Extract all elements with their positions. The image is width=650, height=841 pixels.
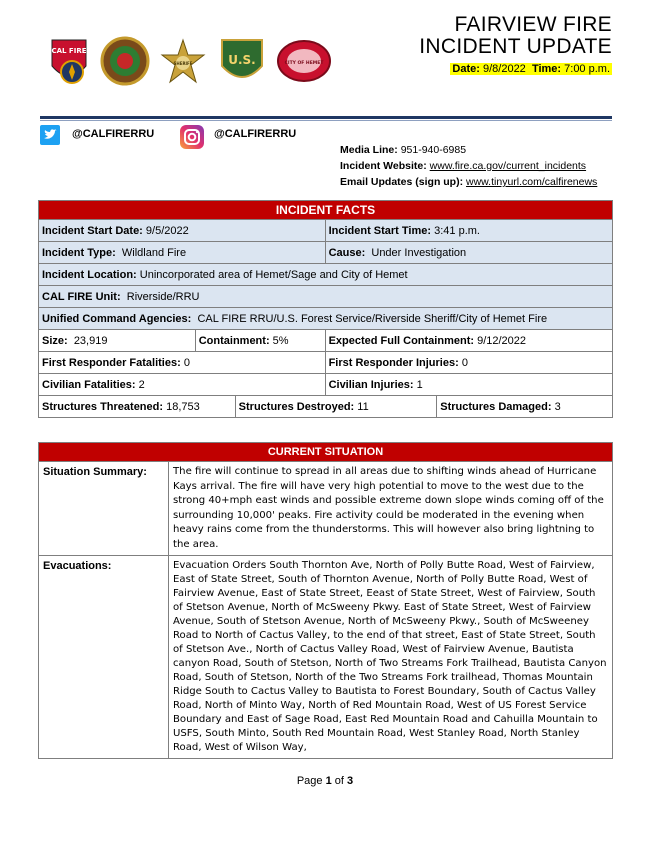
header-rule-thin [40, 120, 612, 121]
svg-text:CITY OF HEMET: CITY OF HEMET [284, 61, 324, 66]
table-row: CAL FIRE Unit: Riverside/RRU [39, 286, 613, 308]
date-value: 9/8/2022 [482, 63, 526, 75]
table-row: Size: 23,919 Containment: 5% Expected Full Containment: 9/12/2022 [39, 330, 613, 352]
table-row [39, 556, 613, 759]
media-line: 951-940-6985 [400, 144, 467, 156]
header-rule [40, 116, 612, 119]
city-of-hemet-fire-logo [276, 38, 332, 89]
instagram-icon [180, 125, 204, 152]
svg-text:SHERIFF: SHERIFF [173, 61, 193, 66]
table-row: Incident Type: Wildland Fire Cause: Under Investigation [39, 242, 613, 264]
evacuations-text: Evacuation Orders South Thornton Ave, North of Polly Butte Road, West of Fairview, East of State Street, South of Thornton Avenue, North of Polly Butte Road, West of Fairview Avenue, East of State Street, Eeast of State Street, West of Fairview, South of Stetson Avenue, North of McSweeny Pkwy. East of State Street, West of Fairview Avenue, South of Stetson Avenue, North of McSweeny Pkwy., South of McSweeney Road to North of Cactus Valley, to the end of that street, East of State Street, South of Stetson Ave., North of Cactus Valley Road, West of Fairview Avenue, Bautista canyon Road, South of Stetson, North of Two Streams Fork Trailhead, Bautista Canyon Road, South of Stetson, North of the Two Streams Fork trailhead, Thomas Mountain Ridge South to Cactus Valley to Bautista to Forest Boundary, South of Cactus Valley Road, North of Minto Way, North of Red Mountain Road, West of US Forest Service Boundary and East of Sage Road, East Red Mountain Road and Cahuilla Mountain to USFS, South Minto, South Red Mountain Road, West Stanley Road, North Stanley Road, West of Wilson Way, [169, 556, 613, 759]
svg-text:U.S.: U.S. [228, 53, 256, 67]
cal-fire-logo [48, 36, 90, 93]
svg-text:CAL FIRE: CAL FIRE [51, 47, 87, 55]
table-row [39, 462, 613, 556]
table-row: Unified Command Agencies: CAL FIRE RRU/U.S. Forest Service/Riverside Sheriff/City of Hemet Fire [39, 308, 613, 330]
email-signup-link[interactable]: www.tinyurl.com/calfirenews [466, 176, 598, 188]
twitter-icon [40, 125, 60, 148]
time-value: 7:00 p.m. [564, 63, 610, 75]
table-row: Structures Threatened: 18,753 Structures Destroyed: 11 Structures Damaged: 3 [39, 396, 613, 418]
current-situation-table [38, 442, 613, 759]
media-contacts: Media Line: 951-940-6985 Incident Website: www.fire.ca.gov/current_incidents Email Updates (sign up): www.tinyurl.com/calfirenews [340, 144, 598, 188]
date-time-line: Date: 9/8/2022 Time: 7:00 p.m. [452, 63, 610, 75]
page-number: Page 1 of 3 [296, 775, 354, 787]
table-row: Incident Start Date: 9/5/2022 Incident Start Time: 3:41 p.m. [39, 220, 613, 242]
evacuations-label: Evacuations: [43, 560, 112, 572]
sheriff-star-logo [160, 38, 206, 91]
situation-summary: The fire will continue to spread in all areas due to shifting winds ahead of Hurricane Kays arrival. The fire will have very high potential to move to the west due to the strong 40+mph east winds and possible extreme down slope winds coming off of the surrounding 10,000' peaks. Fire activity could be moderated in the evening when heavy rains come from the thunderstorms. This will however also bring lightning to the area. [169, 462, 613, 556]
table-row: Civilian Fatalities: 2 Civilian Injuries: 1 [39, 374, 613, 396]
title-line-1: FAIRVIEW FIRE [454, 13, 612, 36]
incident-facts-heading: INCIDENT FACTS [39, 201, 613, 220]
situation-summary-label: Situation Summary: [43, 466, 147, 478]
title-line-2: INCIDENT UPDATE [419, 35, 612, 58]
table-row: First Responder Fatalities: 0 First Responder Injuries: 0 [39, 352, 613, 374]
page-title [419, 14, 612, 58]
current-situation-heading: CURRENT SITUATION [39, 443, 613, 462]
table-row: Incident Location: Unincorporated area of Hemet/Sage and City of Hemet [39, 264, 613, 286]
forest-service-logo [220, 36, 264, 91]
riverside-fire-logo [100, 36, 150, 91]
incident-website-link[interactable]: www.fire.ca.gov/current_incidents [429, 160, 587, 172]
incident-facts-table [38, 200, 613, 418]
